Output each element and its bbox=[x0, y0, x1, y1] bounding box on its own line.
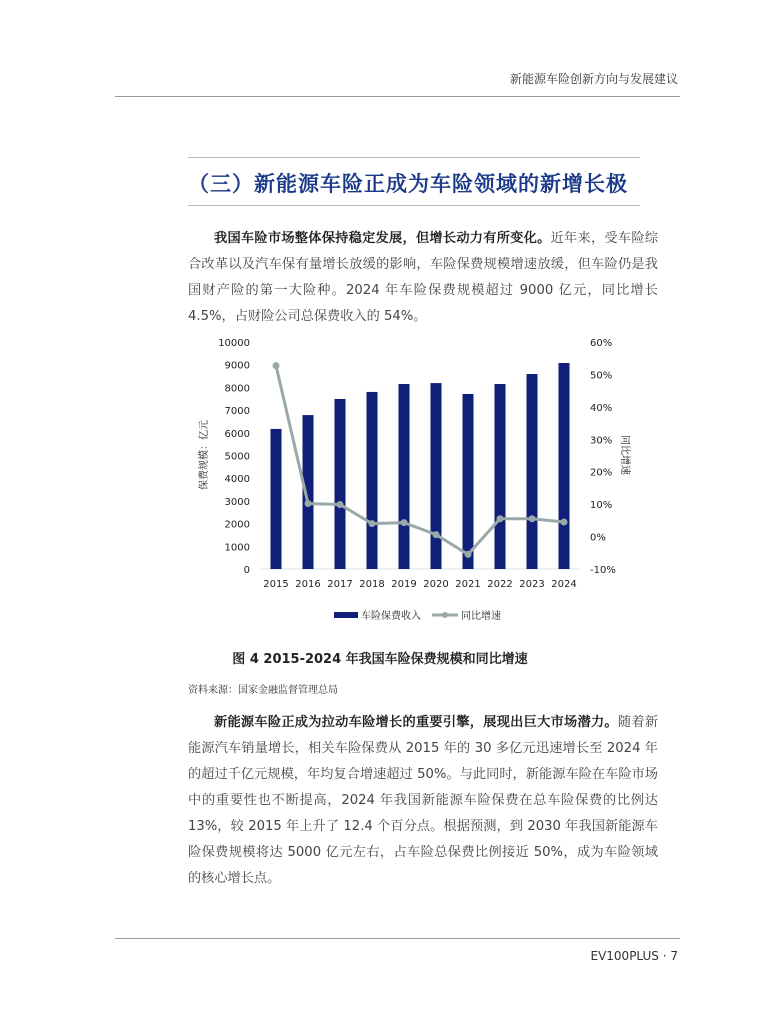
y2-tick-label: 10% bbox=[590, 500, 613, 512]
page-footer: EV100PLUS · 7 bbox=[590, 949, 678, 963]
figure-caption: 图 4 2015-2024 年我国车险保费规模和同比增速 bbox=[232, 652, 528, 667]
y-tick-label: 3000 bbox=[224, 496, 250, 508]
y2-tick-label: -10% bbox=[590, 565, 616, 576]
growth-line bbox=[276, 366, 564, 555]
section-divider-bottom bbox=[188, 205, 640, 206]
y2-tick-label: 50% bbox=[590, 370, 613, 382]
section-title: （三）新能源车险正成为车险领域的新增长极 bbox=[188, 172, 628, 196]
bar-2019 bbox=[399, 384, 410, 569]
growth-point-2022 bbox=[497, 515, 504, 522]
y-tick-label: 6000 bbox=[224, 428, 250, 440]
y-tick-label: 4000 bbox=[224, 474, 250, 486]
paragraph-2 bbox=[188, 710, 658, 892]
premium-chart bbox=[0, 330, 760, 630]
bar-2018 bbox=[367, 392, 378, 569]
growth-point-2018 bbox=[369, 520, 376, 527]
legend-line-label: 同比增速 bbox=[461, 611, 501, 622]
y-tick-label: 9000 bbox=[224, 360, 250, 372]
figure-source: 资料来源：国家金融监督管理总局 bbox=[188, 685, 338, 696]
growth-point-2024 bbox=[561, 518, 568, 525]
bar-2024 bbox=[559, 363, 570, 569]
y2-tick-label: 60% bbox=[590, 338, 613, 349]
y-tick-label: 5000 bbox=[224, 451, 250, 463]
paragraph-2-body: 随着新能源汽车销量增长，相关车险保费从 2015 年的 30 多亿元迅速增长至 2024 年的超过千亿元规模，年均复合增速超过 50%。与此同时，新能源车险在车险市场中的重要性也不断提高，2024 年我国新能源车险保费在总车险保费的比例达 13%，较 2015 年上升了 12.4 个百分点。根据预测，到 2030 年我国新能源车险保费规模将达 5000 亿元左右，占车险总保费比例接近 50%，成为车险领域的核心增长点。 bbox=[188, 715, 659, 886]
bar-2017 bbox=[335, 399, 346, 569]
bar-2021 bbox=[463, 394, 474, 569]
bar-2020 bbox=[431, 383, 442, 569]
growth-point-2019 bbox=[401, 519, 408, 526]
y2-tick-label: 20% bbox=[590, 467, 613, 479]
x-tick-label: 2021 bbox=[455, 579, 481, 590]
growth-point-2017 bbox=[337, 501, 344, 508]
running-header: 新能源车险创新方向与发展建议 bbox=[509, 72, 678, 86]
y-tick-label: 7000 bbox=[224, 406, 250, 418]
y2-axis-title: 同比增速 bbox=[619, 435, 630, 475]
y-axis-title: 保费规模：亿元 bbox=[199, 420, 210, 490]
y-tick-label: 2000 bbox=[224, 519, 250, 531]
y2-tick-label: 0% bbox=[590, 532, 606, 544]
section-divider-top bbox=[188, 157, 640, 158]
x-tick-label: 2015 bbox=[263, 579, 289, 590]
y-tick-label: 1000 bbox=[224, 542, 250, 554]
y2-tick-label: 40% bbox=[590, 402, 613, 414]
y-tick-label: 8000 bbox=[224, 383, 250, 395]
header-divider bbox=[115, 96, 680, 97]
growth-point-2021 bbox=[465, 551, 472, 558]
paragraph-1-body: 近年来，受车险综合改革以及汽车保有量增长放缓的影响，车险保费规模增速放缓，但车险仍是我国财产险的第一大险种。2024 年车险保费规模超过 9000 亿元，同比增长 4.5%，占财险公司总保费收入的 54%。 bbox=[188, 231, 659, 324]
y2-tick-label: 30% bbox=[590, 435, 613, 447]
bar-2023 bbox=[527, 374, 538, 569]
bar-2015 bbox=[271, 429, 282, 569]
x-tick-label: 2016 bbox=[295, 579, 321, 590]
growth-point-2020 bbox=[433, 531, 440, 538]
legend-bar-label: 车险保费收入 bbox=[361, 611, 421, 622]
bar-2022 bbox=[495, 384, 506, 569]
growth-point-2023 bbox=[529, 515, 536, 522]
growth-point-2015 bbox=[273, 362, 280, 369]
paragraph-1 bbox=[188, 226, 658, 330]
footer-divider bbox=[115, 938, 680, 939]
legend-line-marker bbox=[442, 612, 448, 618]
x-tick-label: 2022 bbox=[487, 579, 513, 590]
x-tick-label: 2024 bbox=[551, 579, 577, 590]
y-tick-label: 0 bbox=[243, 565, 250, 576]
paragraph-2-lead: 新能源车险正成为拉动车险增长的重要引擎，展现出巨大市场潜力。 bbox=[214, 715, 618, 730]
growth-point-2016 bbox=[305, 500, 312, 507]
paragraph-1-lead: 我国车险市场整体保持稳定发展，但增长动力有所变化。 bbox=[214, 231, 551, 246]
x-tick-label: 2019 bbox=[391, 579, 417, 590]
x-tick-label: 2020 bbox=[423, 579, 449, 590]
legend-bar-swatch bbox=[334, 612, 358, 618]
x-tick-label: 2017 bbox=[327, 579, 353, 590]
y-tick-label: 10000 bbox=[218, 338, 250, 349]
x-tick-label: 2023 bbox=[519, 579, 545, 590]
x-tick-label: 2018 bbox=[359, 579, 385, 590]
